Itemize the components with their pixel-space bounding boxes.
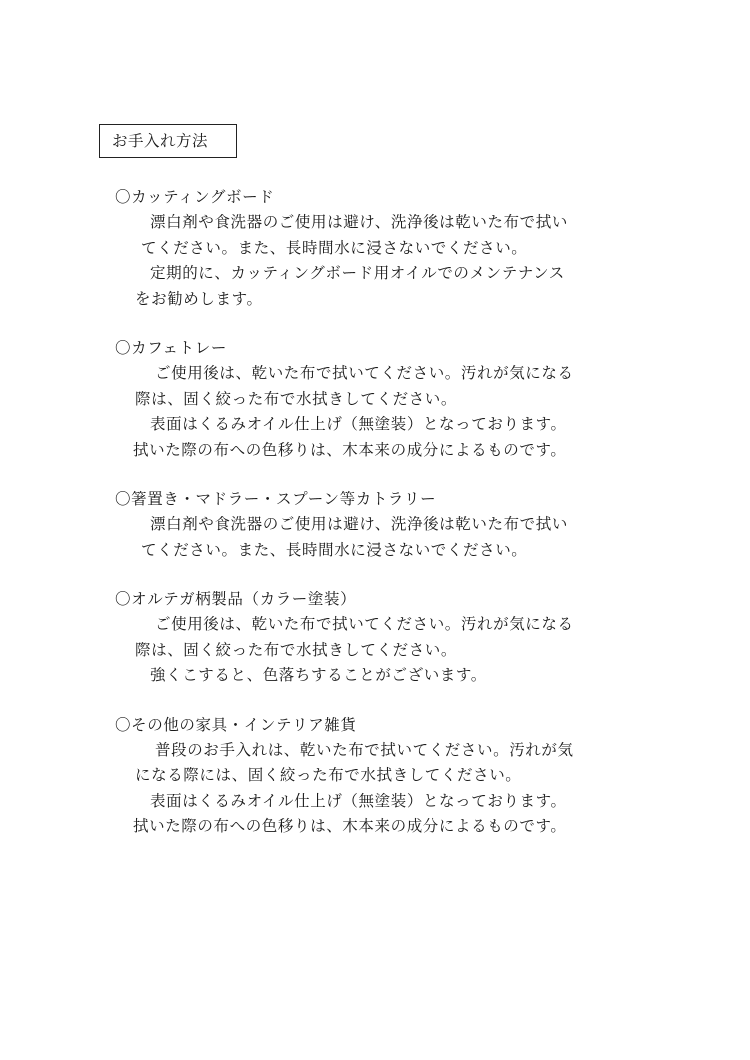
section-line: ご使用後は、乾いた布で拭いてください。汚れが気になる xyxy=(155,364,574,382)
section-line: をお勧めします。 xyxy=(135,289,263,308)
section-line: てください。また、長時間水に浸さないでください。 xyxy=(141,540,528,559)
section-line: 表面はくるみオイル仕上げ（無塗装）となっております。 xyxy=(150,791,567,810)
section-line: になる際には、固く絞った布で水拭きしてください。 xyxy=(135,766,522,784)
care-sections xyxy=(115,185,655,864)
section-cutlery xyxy=(115,487,655,563)
section-line: 際は、固く絞った布で水拭きしてください。 xyxy=(135,640,458,659)
section-line: 漂白剤や食洗器のご使用は避け、洗浄後は乾いた布で拭い xyxy=(150,515,568,533)
section-line: 拭いた際の布への色移りは、木本来の成分によるものです。 xyxy=(133,440,567,459)
page-title: お手入れ方法 xyxy=(99,124,237,158)
section-line: 表面はくるみオイル仕上げ（無塗装）となっております。 xyxy=(150,415,567,433)
section-heading: 〇カッティングボード xyxy=(115,188,275,206)
section-ortega-products xyxy=(115,587,655,689)
section-heading: 〇カフェトレー xyxy=(115,339,227,357)
section-line: ご使用後は、乾いた布で拭いてください。汚れが気になる xyxy=(155,615,574,633)
section-line: 定期的に、カッティングボード用オイルでのメンテナンス xyxy=(150,264,565,282)
section-other-furniture xyxy=(115,713,655,840)
section-line: 際は、固く絞った布で水拭きしてください。 xyxy=(135,389,458,408)
section-cutting-board xyxy=(115,185,655,312)
section-heading: 〇オルテガ柄製品（カラー塗装） xyxy=(115,590,357,608)
section-line: 漂白剤や食洗器のご使用は避け、洗浄後は乾いた布で拭い xyxy=(150,213,568,231)
section-line: てください。また、長時間水に浸さないでください。 xyxy=(141,238,528,257)
section-line: 強くこすると、色落ちすることがございます。 xyxy=(150,666,487,684)
section-heading: 〇その他の家具・インテリア雑貨 xyxy=(115,715,357,734)
section-cafe-tray xyxy=(115,336,655,463)
section-line: 普段のお手入れは、乾いた布で拭いてください。汚れが気 xyxy=(155,740,574,759)
section-heading: 〇箸置き・マドラー・スプーン等カトラリー xyxy=(115,490,437,508)
section-line: 拭いた際の布への色移りは、木本来の成分によるものです。 xyxy=(133,817,567,835)
